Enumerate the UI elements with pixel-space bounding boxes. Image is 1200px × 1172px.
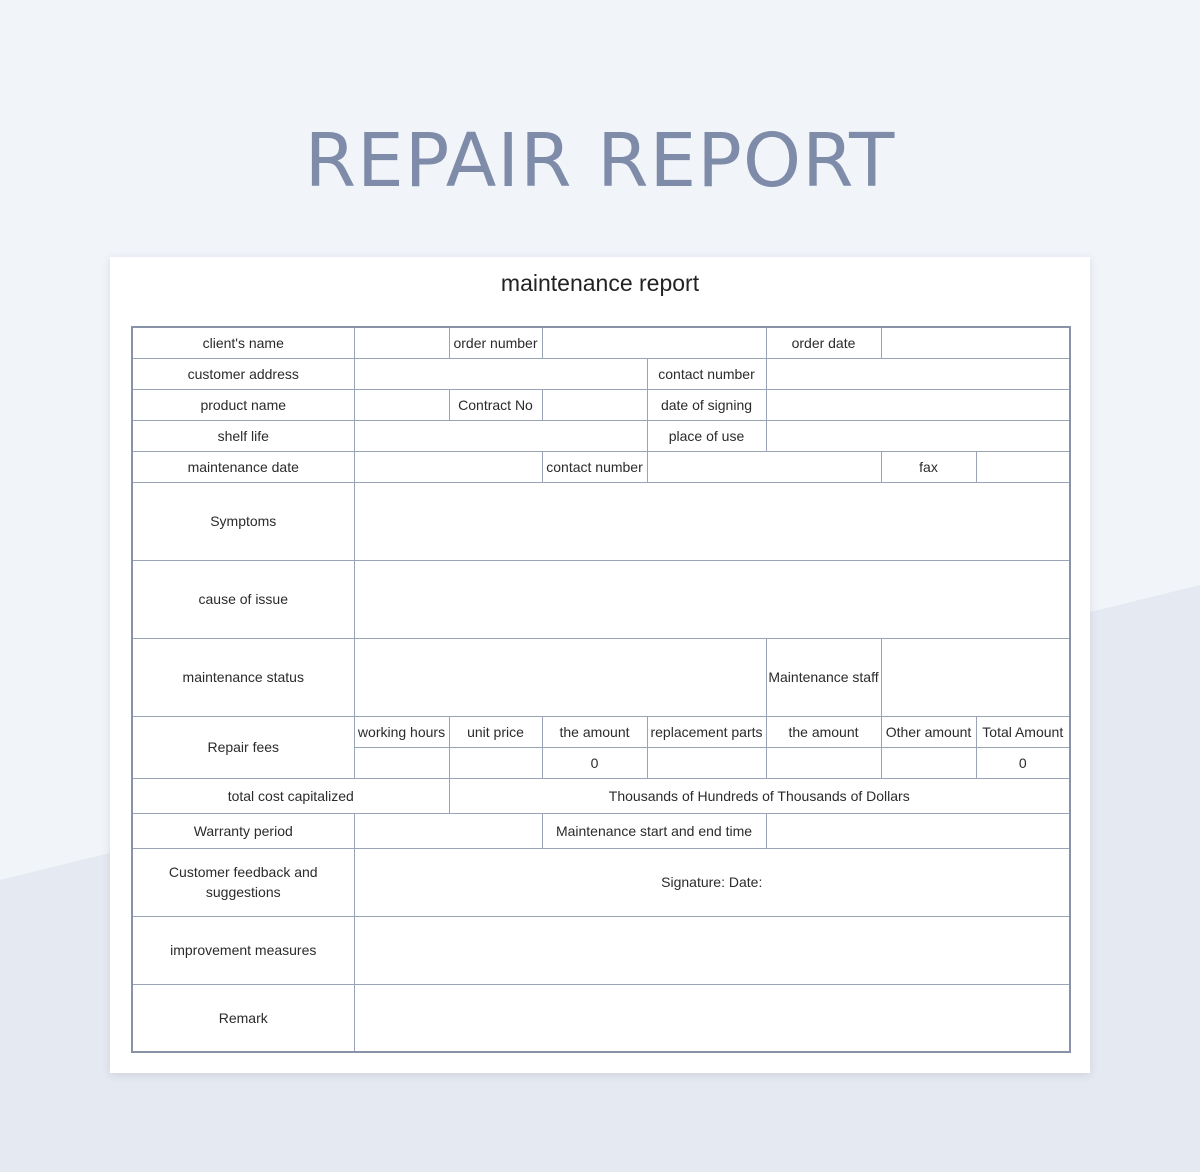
- form-row: [132, 358, 1070, 389]
- contract-no-label: Contract No: [449, 389, 542, 420]
- client-name-field[interactable]: [354, 327, 449, 358]
- fee-value-unit-price[interactable]: [449, 747, 542, 778]
- fee-value-replacement-parts[interactable]: [647, 747, 766, 778]
- customer-feedback-label: Customer feedback and suggestions: [132, 848, 354, 916]
- contact-number-2-field[interactable]: [647, 451, 881, 482]
- fax-label: fax: [881, 451, 976, 482]
- fee-header-working-hours: working hours: [354, 716, 449, 747]
- form-title: maintenance report: [500, 270, 700, 296]
- contact-number-2-label: contact number: [542, 451, 647, 482]
- contact-number-field[interactable]: [766, 358, 1070, 389]
- contact-number-label: contact number: [647, 358, 766, 389]
- order-number-label: order number: [449, 327, 542, 358]
- improvement-measures-label: improvement measures: [132, 916, 354, 984]
- customer-address-field[interactable]: [354, 358, 647, 389]
- repair-fees-label: Repair fees: [132, 716, 354, 778]
- order-number-field[interactable]: [542, 327, 766, 358]
- form-row: [132, 813, 1070, 848]
- total-cost-label: total cost capitalized: [132, 778, 449, 813]
- fee-header-other-amount: Other amount: [881, 716, 976, 747]
- form-row: [132, 420, 1070, 451]
- order-date-label: order date: [766, 327, 881, 358]
- product-name-field[interactable]: [354, 389, 449, 420]
- place-of-use-field[interactable]: [766, 420, 1070, 451]
- form-row: [132, 984, 1070, 1052]
- warranty-period-label: Warranty period: [132, 813, 354, 848]
- maintenance-date-label: maintenance date: [132, 451, 354, 482]
- form-row: [132, 560, 1070, 638]
- fax-field[interactable]: [976, 451, 1070, 482]
- symptoms-field[interactable]: [354, 482, 1070, 560]
- place-of-use-label: place of use: [647, 420, 766, 451]
- maintenance-status-label: maintenance status: [132, 638, 354, 716]
- form-row: [132, 848, 1070, 916]
- maintenance-staff-field[interactable]: [881, 638, 1070, 716]
- fee-header-unit-price: unit price: [449, 716, 542, 747]
- remark-label: Remark: [132, 984, 354, 1052]
- fee-value-amount[interactable]: 0: [542, 747, 647, 778]
- fees-header-row: [132, 716, 1070, 747]
- signature-date-field[interactable]: Signature: Date:: [354, 848, 1070, 916]
- order-date-field[interactable]: [881, 327, 1070, 358]
- fee-header-parts-amount: the amount: [766, 716, 881, 747]
- customer-address-label: customer address: [132, 358, 354, 389]
- fee-header-amount: the amount: [542, 716, 647, 747]
- date-of-signing-label: date of signing: [647, 389, 766, 420]
- fee-header-replacement-parts: replacement parts: [647, 716, 766, 747]
- fee-value-total-amount[interactable]: 0: [976, 747, 1070, 778]
- form-row: [132, 482, 1070, 560]
- fee-value-other-amount[interactable]: [881, 747, 976, 778]
- fee-header-total-amount: Total Amount: [976, 716, 1070, 747]
- page-title: REPAIR REPORT: [304, 118, 896, 204]
- warranty-period-field[interactable]: [354, 813, 542, 848]
- date-of-signing-field[interactable]: [766, 389, 1070, 420]
- client-name-label: client's name: [132, 327, 354, 358]
- symptoms-label: Symptoms: [132, 482, 354, 560]
- fee-value-parts-amount[interactable]: [766, 747, 881, 778]
- remark-field[interactable]: [354, 984, 1070, 1052]
- total-cost-value[interactable]: Thousands of Hundreds of Thousands of Dollars: [449, 778, 1070, 813]
- form-row: [132, 916, 1070, 984]
- fee-value-working-hours[interactable]: [354, 747, 449, 778]
- cause-of-issue-label: cause of issue: [132, 560, 354, 638]
- maintenance-start-end-label: Maintenance start and end time: [542, 813, 766, 848]
- maintenance-staff-label: Maintenance staff: [766, 638, 881, 716]
- maintenance-date-field[interactable]: [354, 451, 542, 482]
- shelf-life-field[interactable]: [354, 420, 647, 451]
- shelf-life-label: shelf life: [132, 420, 354, 451]
- product-name-label: product name: [132, 389, 354, 420]
- maintenance-report-form: [131, 326, 1071, 1053]
- maintenance-status-field[interactable]: [354, 638, 766, 716]
- cause-of-issue-field[interactable]: [354, 560, 1070, 638]
- form-row: [132, 778, 1070, 813]
- improvement-measures-field[interactable]: [354, 916, 1070, 984]
- maintenance-start-end-field[interactable]: [766, 813, 1070, 848]
- form-row: [132, 327, 1070, 358]
- contract-no-field[interactable]: [542, 389, 647, 420]
- form-row: [132, 451, 1070, 482]
- form-row: [132, 389, 1070, 420]
- form-row: [132, 638, 1070, 716]
